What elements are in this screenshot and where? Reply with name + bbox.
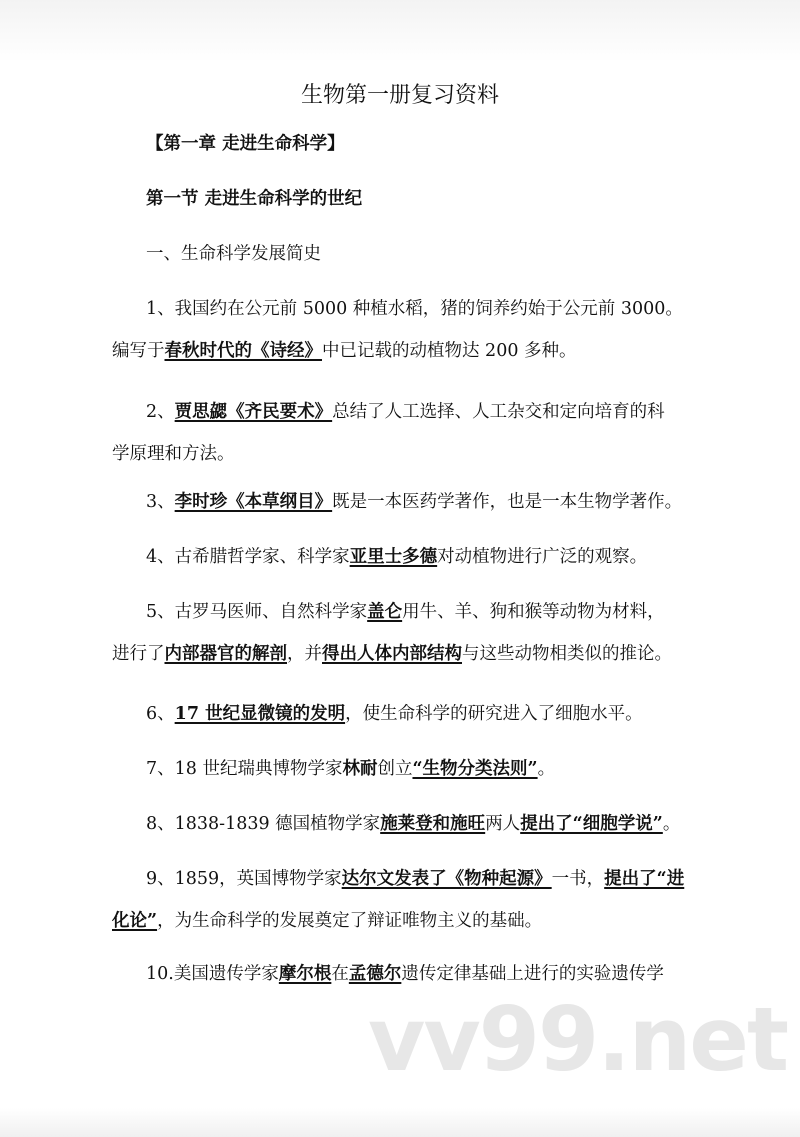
chapter-heading: 【第一章 走进生命科学】 [146,134,345,154]
list-item-line [146,599,726,625]
list-item-line [146,756,726,782]
list-item-line [146,866,726,892]
list-item-line [146,544,726,570]
item-text: 一书， [551,869,605,889]
key-term: “生物分类法则” [412,759,538,779]
key-term: 得出人体内部结构 [322,644,462,664]
item-text: 。 [537,759,556,779]
item-text: 创立 [377,759,413,779]
item-text: 遗传定律基础上进行的实验遗传学 [401,964,664,984]
item-text: 中已记载的动植物达 200 多种。 [322,341,577,361]
item-text: 8、1838-1839 德国植物学家 [146,814,381,834]
key-term: 贾思勰《齐民要术》 [174,402,333,422]
item-text: 编写于 [112,341,165,361]
page-bottom-shadow [0,1108,800,1137]
item-text: 9、1859，英国博物学家 [146,869,342,889]
item-text: 7、18 世纪瑞典博物学家 [146,759,343,779]
key-term: 17 世纪显微镜的发明 [174,704,346,724]
list-item-line [146,489,726,515]
key-term: 亚里士多德 [349,547,438,567]
item-text: 学原理和方法。 [112,444,235,464]
key-term: 化论” [112,911,158,931]
page-top-shadow [0,0,800,62]
list-item-line [112,908,692,934]
key-term: 孟德尔 [348,964,402,984]
item-text: 用牛、羊、狗和猴等动物为材料， [402,602,665,622]
document-title: 生物第一册复习资料 [300,83,499,108]
list-item-line [112,441,692,467]
item-text: ，为生命科学的发展奠定了辩证唯物主义的基础。 [157,911,543,931]
key-term: 内部器官的解剖 [164,644,287,664]
item-text: 6、 [146,704,175,724]
item-text: 1、我国约在公元前 5000 种植水稻，猪的饲养约始于公元前 3000。 [146,299,683,319]
key-term: 春秋时代的《诗经》 [164,341,322,361]
list-item-line [146,811,726,837]
item-text: 两人 [485,814,521,834]
key-term: 盖仑 [367,602,403,622]
key-term: 施莱登和施旺 [380,814,486,834]
key-term: 达尔文发表了《物种起源》 [341,869,552,889]
item-text: 进行了 [112,644,165,664]
list-item-line [146,701,726,727]
key-term: 李时珍《本草纲目》 [174,492,333,512]
section-heading: 第一节 走进生命科学的世纪 [146,189,363,209]
list-item-line [146,399,726,425]
item-text: ，并 [287,644,322,664]
list-item-line [146,961,726,987]
watermark: vv99.net [368,988,788,1091]
item-text: 4、古希腊哲学家、科学家 [146,547,350,567]
key-term: 提出了“进 [604,869,685,889]
item-text: ，使生命科学的研究进入了细胞水平。 [345,704,643,724]
item-text: 林耐 [342,759,378,779]
list-item-line [112,641,692,667]
item-text: 在 [331,964,349,984]
item-text: 总结了人工选择、人工杂交和定向培育的科 [332,402,665,422]
item-text: 。 [662,814,681,834]
item-text: 与这些动物相类似的推论。 [462,644,672,664]
list-item-line [146,296,726,322]
item-text: 既是一本医药学著作，也是一本生物学著作。 [332,492,683,512]
item-text: 对动植物进行广泛的观察。 [437,547,648,567]
item-text: 5、古罗马医师、自然科学家 [146,602,368,622]
list-item-line [112,338,692,364]
item-text: 3、 [146,492,175,512]
key-term: 提出了“细胞学说” [520,814,663,834]
item-text: 10.美国遗传学家 [146,964,279,984]
key-term: 摩尔根 [278,964,332,984]
item-text: 2、 [146,402,175,422]
subsection-heading: 一、生命科学发展简史 [146,244,321,264]
